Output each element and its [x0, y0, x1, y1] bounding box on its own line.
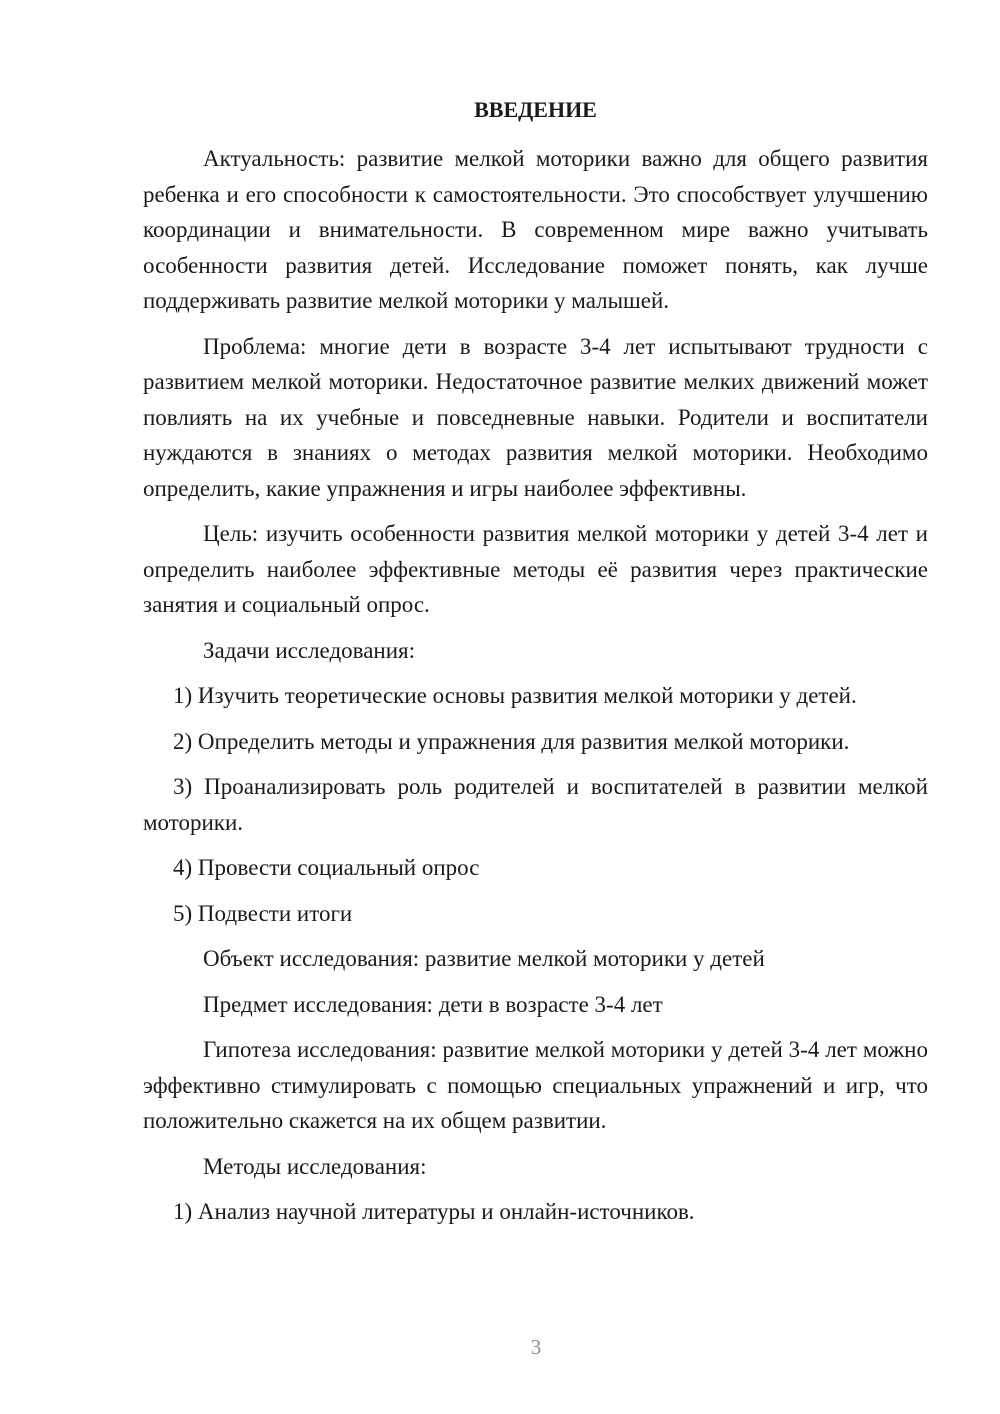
relevance-paragraph: Актуальность: развитие мелкой моторики важно для общего развития ребенка и его способности к самостоятельности. Это способствует улучшению координации и внимательности. В современном мире важно учитывать особенности развития детей. Исследование поможет понять, как лучше поддерживать развитие мелкой моторики у малышей.	[143, 146, 928, 313]
goal-paragraph: Цель: изучить особенности развития мелкой моторики у детей 3-4 лет и определить наиболее эффективные методы её развития через практические занятия и социальный опрос.	[143, 521, 928, 617]
page-title: ВВЕДЕНИЕ	[474, 97, 597, 122]
task-item-3: 3) Проанализировать роль родителей и воспитателей в развитии мелкой моторики.	[143, 774, 928, 835]
task-item-5: 5) Подвести итоги	[173, 900, 353, 926]
object-paragraph: Объект исследования: развитие мелкой моторики у детей	[203, 946, 765, 971]
page-number: 3	[530, 1335, 542, 1359]
subject-paragraph: Предмет исследования: дети в возрасте 3-4 лет	[203, 991, 663, 1017]
methods-heading: Методы исследования:	[203, 1153, 427, 1179]
hypothesis-paragraph: Гипотеза исследования: развитие мелкой моторики у детей 3-4 лет можно эффективно стимулировать с помощью специальных упражнений и игр, что положительно скажется на их общем развитии.	[143, 1037, 928, 1133]
task-item-2: 2) Определить методы и упражнения для развития мелкой моторики.	[173, 728, 850, 754]
task-item-1: 1) Изучить теоретические основы развития мелкой моторики у детей.	[173, 683, 857, 708]
problem-paragraph: Проблема: многие дети в возрасте 3-4 лет испытывают трудности с развитием мелкой моторики. Недостаточное развитие мелких движений может повлиять на их учебные и повседневные навыки. Родители и воспитатели нуждаются в знаниях о методах развития мелкой моторики. Необходимо определить, какие упражнения и игры наиболее эффективны.	[143, 333, 928, 501]
tasks-heading: Задачи исследования:	[203, 637, 416, 663]
method-item-1: 1) Анализ научной литературы и онлайн-источников.	[173, 1199, 695, 1224]
task-item-4: 4) Провести социальный опрос	[173, 855, 480, 880]
page-content	[143, 92, 928, 1240]
